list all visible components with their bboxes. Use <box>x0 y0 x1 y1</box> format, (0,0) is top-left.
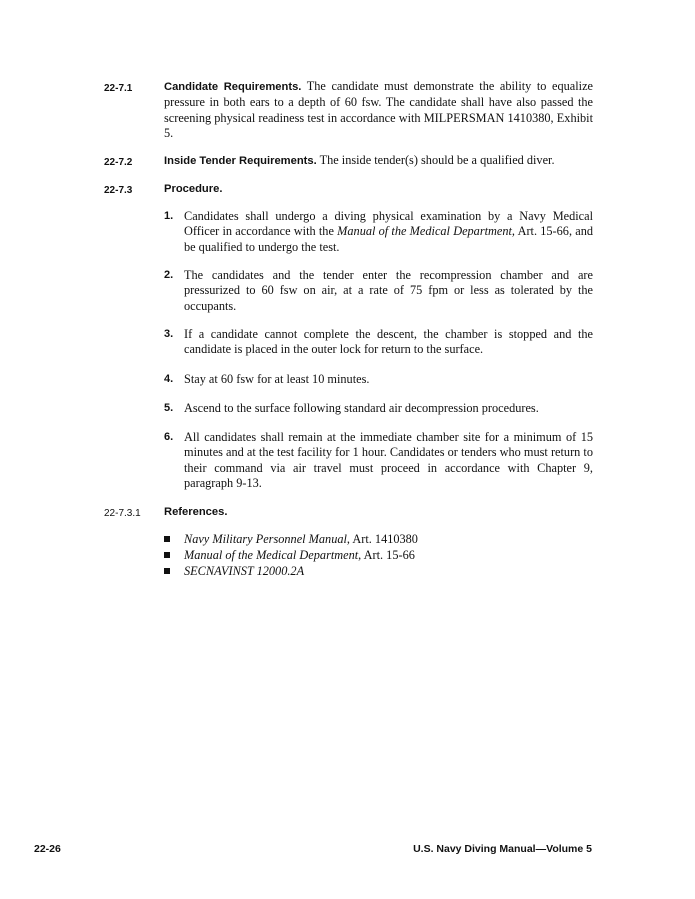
section-procedure <box>164 181 593 197</box>
step-number: 3. <box>164 328 174 340</box>
step-number: 5. <box>164 402 174 414</box>
square-bullet-icon <box>164 536 170 542</box>
step-text-part: Candidates shall undergo a diving physical examination by a Navy Medical Officer in accordance with the <box>184 209 593 239</box>
reference-detail: , Art. 15-66 <box>358 548 415 562</box>
step-number: 2. <box>164 269 174 281</box>
procedure-step <box>164 268 593 314</box>
footer-title: U.S. Navy Diving Manual—Volume 5 <box>413 843 592 855</box>
section-text: The inside tender(s) should be a qualified diver. <box>319 153 555 167</box>
step-text: Stay at 60 fsw for at least 10 minutes. <box>184 372 370 386</box>
section-references <box>164 504 593 520</box>
section-inside-tender <box>164 153 593 169</box>
reference-title: Navy Military Personnel Manual <box>184 532 347 546</box>
section-heading: Procedure. <box>164 183 223 195</box>
step-text-italic: Manual of the Medical Department, <box>337 224 516 239</box>
reference-title: SECNAVINST 12000.2A <box>184 564 305 578</box>
procedure-step <box>164 372 593 387</box>
section-number-22-7-2: 22-7.2 <box>104 157 133 168</box>
reference-title: Manual of the Medical Department <box>184 548 359 562</box>
section-heading: Inside Tender Requirements. <box>164 155 317 167</box>
section-number-22-7-3-1: 22-7.3.1 <box>104 508 141 519</box>
section-heading: Candidate Requirements. <box>164 81 302 93</box>
section-heading: References. <box>164 506 228 518</box>
section-text: The candidate must demonstrate the ability to equalize pressure in both ears to a depth of 60 fsw. The candidate shall have also passed the screening physical readiness test in accordance with MILPERSMAN 1410380, Exhibit 5. <box>164 79 593 140</box>
section-number-22-7-3: 22-7.3 <box>104 185 133 196</box>
step-text <box>184 209 593 255</box>
reference-item <box>164 532 418 547</box>
step-number: 6. <box>164 431 174 443</box>
step-text: If a candidate cannot complete the descent, the chamber is stopped and the candidate is placed in the outer lock for return to the surface. <box>184 327 593 357</box>
step-text: All candidates shall remain at the immediate chamber site for a minimum of 15 minutes and at the test facility for 1 hour. Candidates or tenders who must return to their command via air travel must proceed in accordance with Chapter 9, paragraph 9-13. <box>184 430 593 490</box>
section-number-22-7-1: 22-7.1 <box>104 83 133 94</box>
step-number: 1. <box>164 210 174 222</box>
section-candidate-requirements <box>164 79 593 141</box>
step-text-part: Art. 15-66, and be qualified to undergo the test. <box>184 224 593 254</box>
procedure-step <box>164 430 593 491</box>
reference-item <box>164 548 415 563</box>
step-text: Ascend to the surface following standard air decompression procedures. <box>184 401 539 415</box>
procedure-step <box>164 327 593 358</box>
square-bullet-icon <box>164 552 170 558</box>
reference-detail: , Art. 1410380 <box>346 532 418 546</box>
reference-item <box>164 564 304 579</box>
square-bullet-icon <box>164 568 170 574</box>
step-text: The candidates and the tender enter the recompression chamber and are pressurized to 60 fsw on air, at a rate of 75 fpm or less as tolerated by the occupants. <box>184 268 593 313</box>
step-number: 4. <box>164 373 174 385</box>
procedure-step <box>164 209 593 255</box>
footer-page-number: 22-26 <box>34 843 61 855</box>
procedure-step <box>164 401 593 416</box>
